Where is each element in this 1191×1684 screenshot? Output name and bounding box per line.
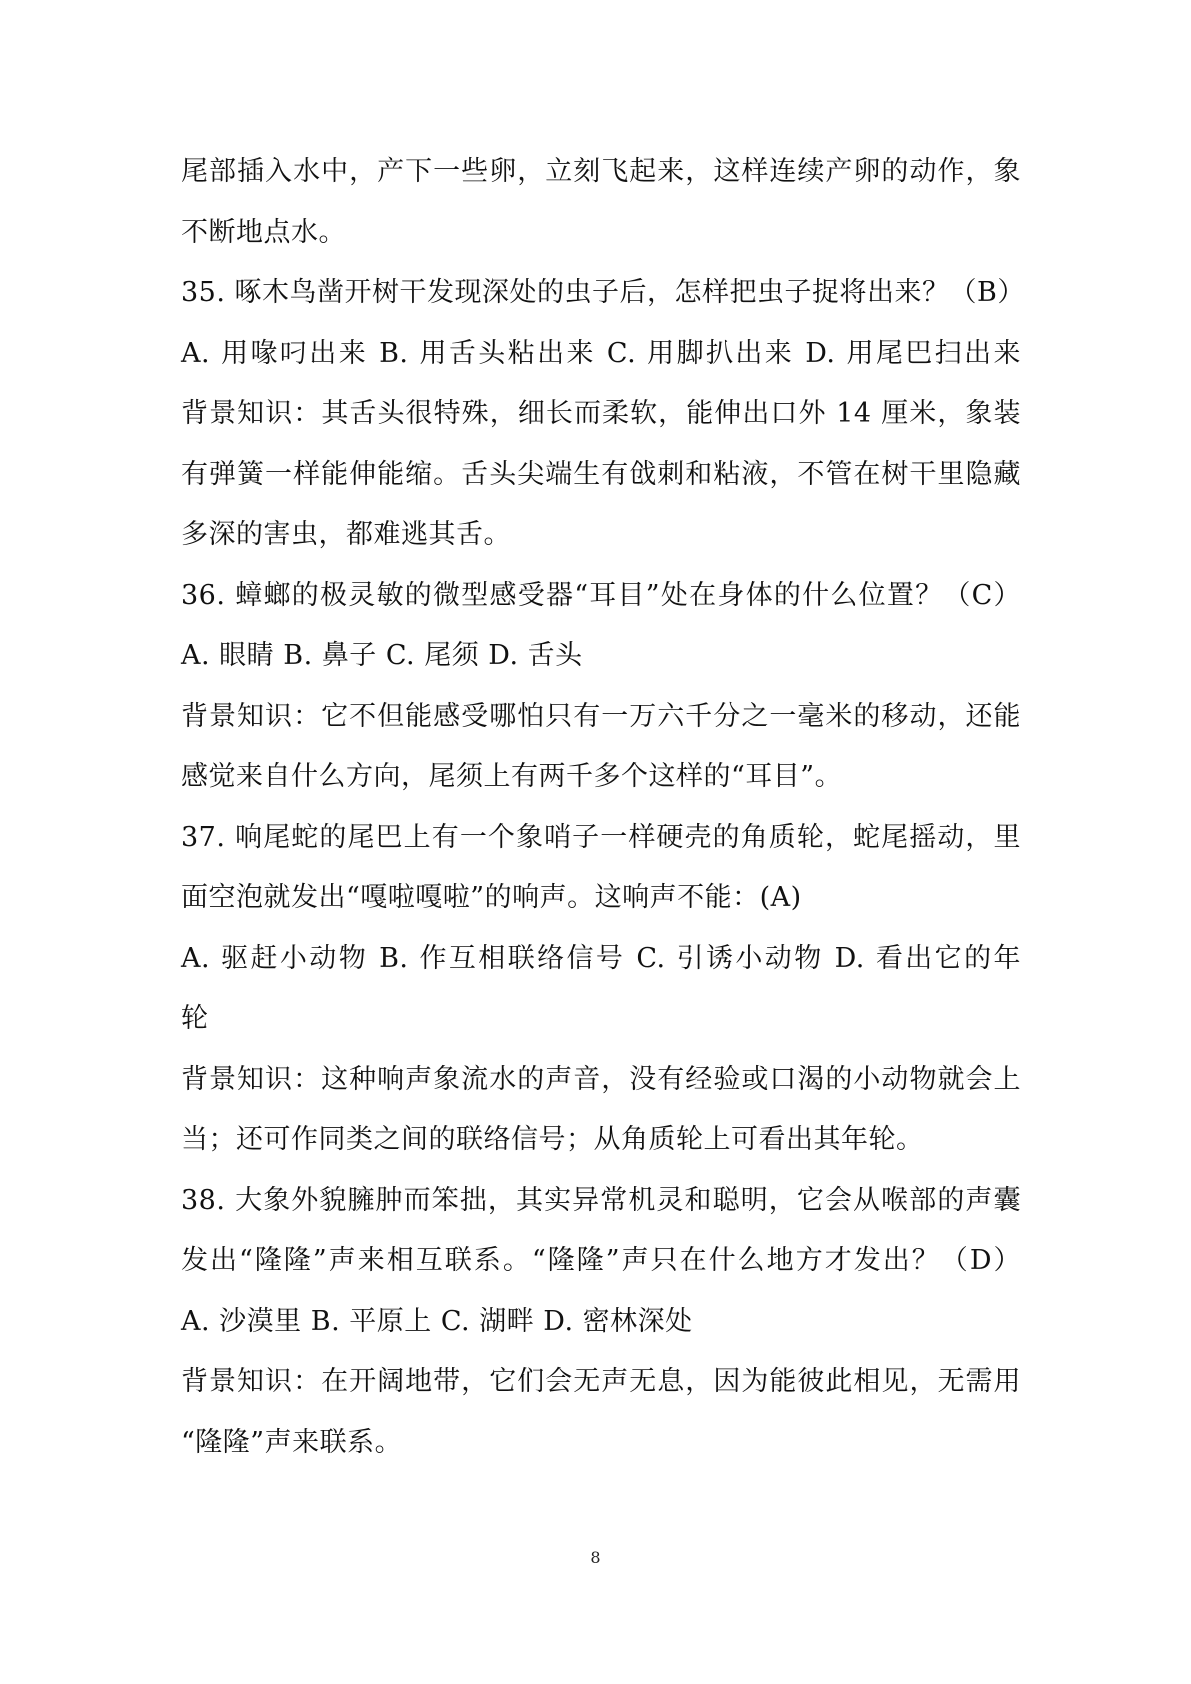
text-line: 感觉来自什么方向，尾须上有两千多个这样的“耳目”。	[181, 761, 843, 792]
text-line: 发出“隆隆”声来相互联系。“隆隆”声只在什么地方才发出？（D）	[181, 1245, 1021, 1276]
question-37-options: A. 驱赶小动物 B. 作互相联络信号 C. 引诱小动物 D. 看出它的年	[181, 942, 1021, 974]
text-line: 不断地点水。	[181, 216, 346, 248]
question-36-options: A. 眼睛 B. 鼻子 C. 尾须 D. 舌头	[181, 640, 583, 671]
background-knowledge: 背景知识：其舌头很特殊，细长而柔软，能伸出口外 14 厘米，象装	[181, 398, 1021, 429]
question-38-options: A. 沙漠里 B. 平原上 C. 湖畔 D. 密林深处	[181, 1305, 693, 1337]
text-line: 有弹簧一样能伸能缩。舌头尖端生有戗刺和粘液，不管在树干里隐藏	[181, 458, 1021, 490]
text-line: 面空泡就发出“嘎啦嘎啦”的响声。这响声不能：(A)	[181, 882, 802, 913]
text-line: “隆隆”声来联系。	[181, 1426, 403, 1458]
text-line: 轮	[181, 1003, 209, 1034]
question-38: 38. 大象外貌臃肿而笨拙，其实异常机灵和聪明，它会从喉部的声囊	[181, 1184, 1021, 1216]
page-body	[181, 142, 1025, 1473]
background-knowledge: 背景知识：它不但能感受哪怕只有一万六千分之一毫米的移动，还能	[181, 700, 1021, 732]
text-line: 当；还可作同类之间的联络信号；从角质轮上可看出其年轮。	[181, 1124, 924, 1155]
question-35: 35. 啄木鸟凿开树干发现深处的虫子后，怎样把虫子捉将出来？（B）	[181, 277, 1025, 308]
text-line: 多深的害虫，都难逃其舌。	[181, 519, 511, 550]
question-35-options: A. 用喙叼出来 B. 用舌头粘出来 C. 用脚扒出来 D. 用尾巴扫出来	[181, 337, 1021, 369]
page-number: 8	[590, 1548, 601, 1567]
text-line: 尾部插入水中，产下一些卵，立刻飞起来，这样连续产卵的动作，象	[181, 156, 1021, 187]
background-knowledge: 背景知识：这种响声象流水的声音，没有经验或口渴的小动物就会上	[181, 1063, 1021, 1095]
question-36: 36. 蟑螂的极灵敏的微型感受器“耳目”处在身体的什么位置？（C）	[181, 579, 1021, 611]
background-knowledge: 背景知识：在开阔地带，它们会无声无息，因为能彼此相见，无需用	[181, 1366, 1021, 1397]
question-37: 37. 响尾蛇的尾巴上有一个象哨子一样硬壳的角质轮，蛇尾摇动，里	[181, 821, 1021, 853]
